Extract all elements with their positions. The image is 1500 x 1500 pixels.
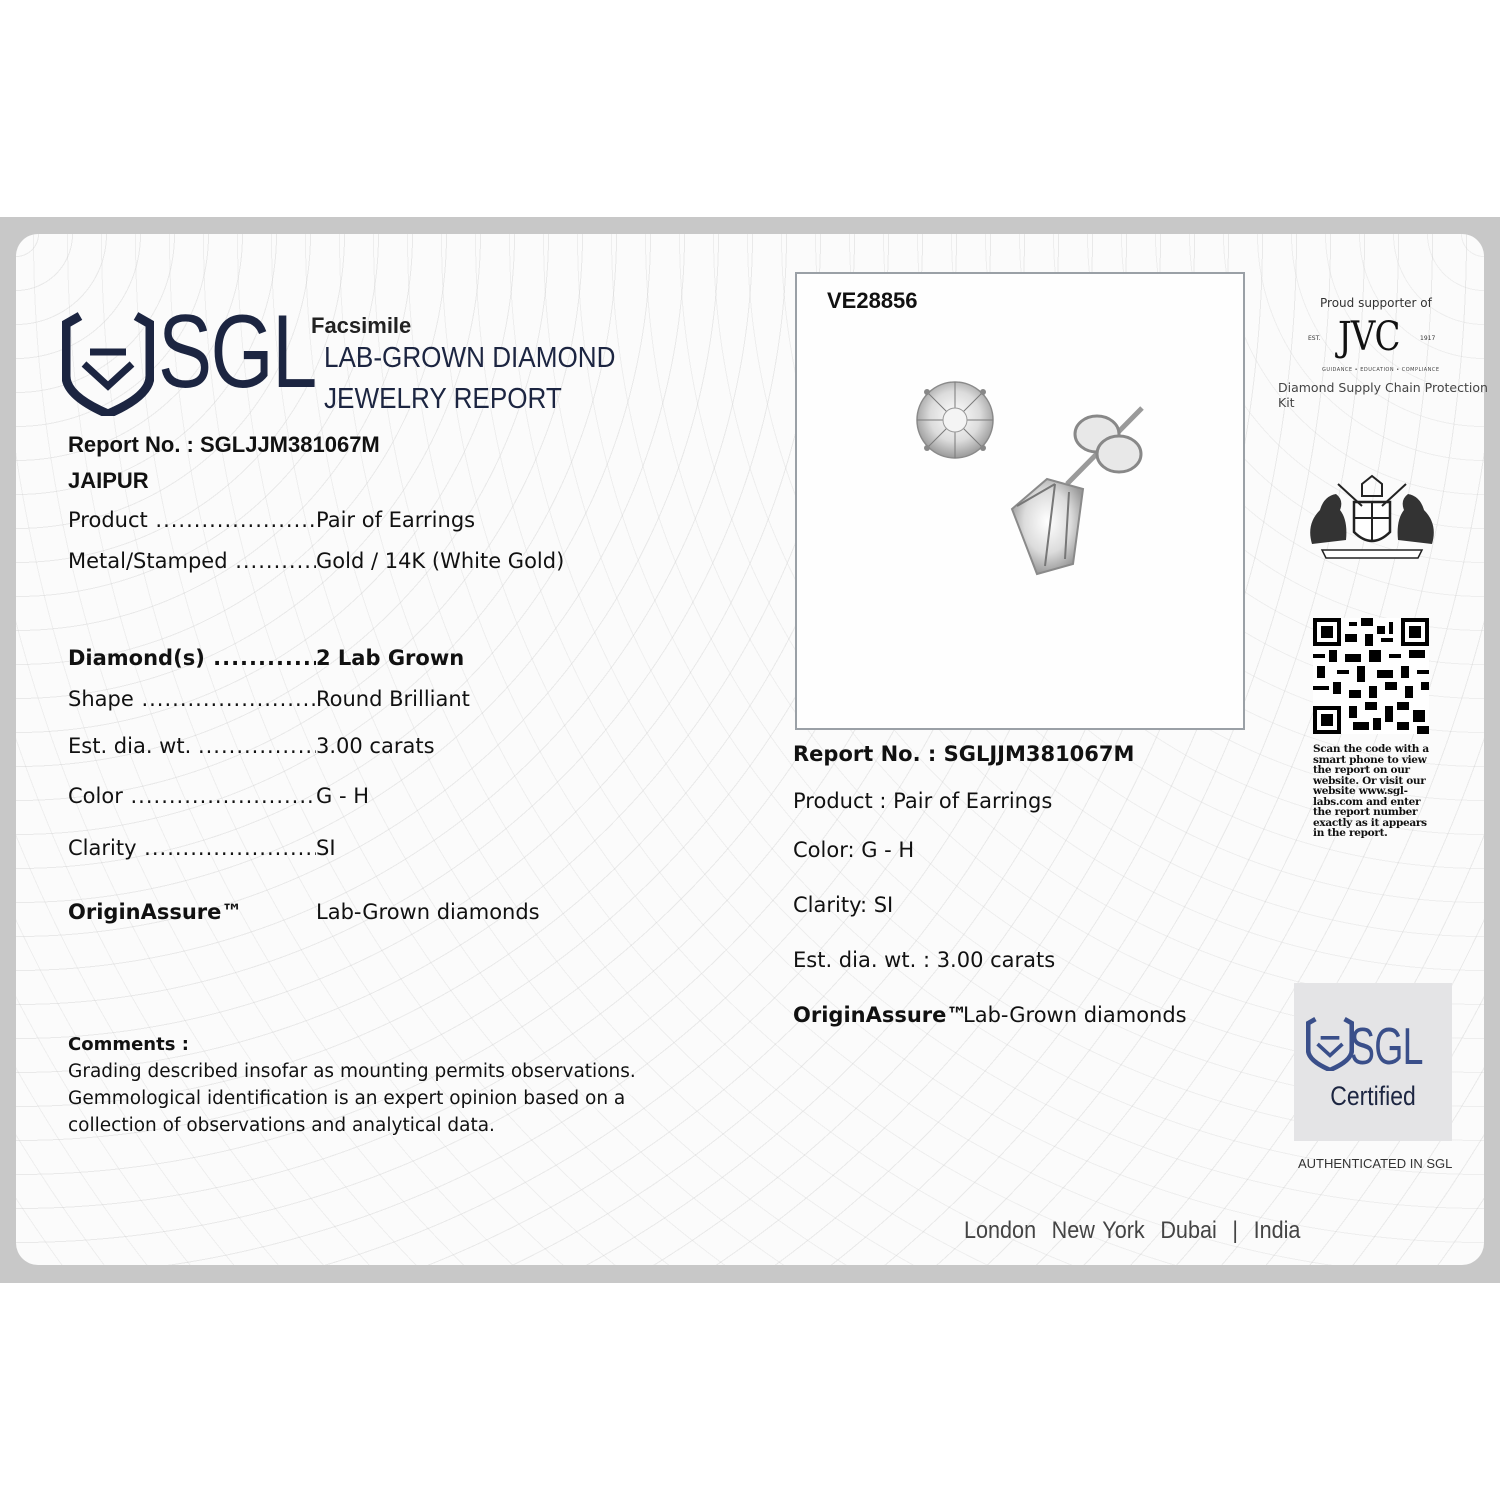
detail-label: Shape ..... bbox=[68, 687, 316, 711]
comment-line: Grading described insofar as mounting permits observations. bbox=[68, 1061, 636, 1082]
photo-id: VE28856 bbox=[827, 288, 918, 313]
report-title-line2: JEWELRY REPORT bbox=[324, 383, 562, 415]
summary-color: Color: G - H bbox=[793, 838, 915, 862]
summary-clarity: Clarity: SI bbox=[793, 893, 894, 917]
origin-assure-value: Lab-Grown diamonds bbox=[316, 900, 540, 924]
shield-diamond-icon bbox=[1306, 1017, 1354, 1071]
certified-sgl-wordmark: SGL bbox=[1350, 1018, 1423, 1076]
detail-label: Clarity ..... bbox=[68, 836, 316, 860]
jvc-kit-text: Diamond Supply Chain Protection Kit bbox=[1278, 380, 1488, 410]
jvc-supporter-text: Proud supporter of bbox=[1320, 296, 1432, 310]
qr-code[interactable] bbox=[1313, 618, 1429, 734]
summary-product: Product : Pair of Earrings bbox=[793, 789, 1053, 813]
origin-assure-label: OriginAssure™ bbox=[68, 900, 243, 924]
comments-label: Comments : bbox=[68, 1034, 189, 1055]
detail-row bbox=[68, 836, 336, 860]
detail-row bbox=[68, 646, 464, 670]
sgl-wordmark: SGL bbox=[158, 294, 316, 410]
shield-diamond-icon bbox=[62, 312, 154, 416]
comment-line: Gemmological identification is an expert opinion based on a bbox=[68, 1088, 626, 1109]
office-locations: London New York Dubai | India bbox=[964, 1217, 1301, 1244]
detail-label: Product ..... bbox=[68, 508, 316, 532]
jvc-est: EST. bbox=[1308, 335, 1321, 342]
jvc-tagline: GUIDANCE • EDUCATION • COMPLIANCE bbox=[1322, 367, 1440, 373]
detail-value: Round Brilliant bbox=[316, 687, 470, 711]
comment-line: collection of observations and analytical data. bbox=[68, 1115, 495, 1136]
facsimile-label: Facsimile bbox=[311, 313, 412, 338]
report-city: JAIPUR bbox=[68, 468, 149, 493]
jvc-year: 1917 bbox=[1420, 335, 1436, 342]
detail-row bbox=[68, 687, 470, 711]
earrings-image bbox=[797, 274, 1243, 728]
detail-value: G - H bbox=[316, 784, 369, 808]
jewelry-photo-frame bbox=[795, 272, 1245, 730]
detail-row bbox=[68, 734, 435, 758]
report-title-line1: LAB-GROWN DIAMOND bbox=[324, 342, 616, 374]
report-number: Report No. : SGLJJM381067M bbox=[68, 432, 380, 457]
detail-value: 2 Lab Grown bbox=[316, 646, 465, 670]
certified-label: Certified bbox=[1330, 1081, 1416, 1111]
summary-origin-label: OriginAssure™ bbox=[793, 1003, 968, 1027]
summary-weight: Est. dia. wt. : 3.00 carats bbox=[793, 948, 1056, 972]
jvc-logo: JVC bbox=[1338, 314, 1400, 360]
coat-of-arms-icon bbox=[1302, 474, 1442, 564]
detail-row bbox=[68, 549, 564, 573]
detail-label: Metal/Stamped ..... bbox=[68, 549, 316, 573]
detail-value: 3.00 carats bbox=[316, 734, 435, 758]
sgl-certified-badge bbox=[1294, 983, 1452, 1141]
detail-label: Diamond(s) ..... bbox=[68, 646, 316, 670]
detail-value: Pair of Earrings bbox=[316, 508, 476, 532]
summary-report-number: Report No. : SGLJJM381067M bbox=[793, 742, 1135, 766]
qr-instructions: Scan the code with a smart phone to view the report on our website. Or visit our website www.sgl-labs.com and enter the report number exactly as it appears in the report. bbox=[1313, 743, 1429, 839]
detail-value: SI bbox=[316, 836, 336, 860]
summary-origin-value: Lab-Grown diamonds bbox=[963, 1003, 1187, 1027]
authenticated-label: AUTHENTICATED IN SGL bbox=[1298, 1156, 1453, 1171]
detail-row bbox=[68, 508, 475, 532]
detail-label: Color ..... bbox=[68, 784, 316, 808]
detail-value: Gold / 14K (White Gold) bbox=[316, 549, 565, 573]
detail-label: Est. dia. wt. ..... bbox=[68, 734, 316, 758]
detail-row bbox=[68, 784, 369, 808]
